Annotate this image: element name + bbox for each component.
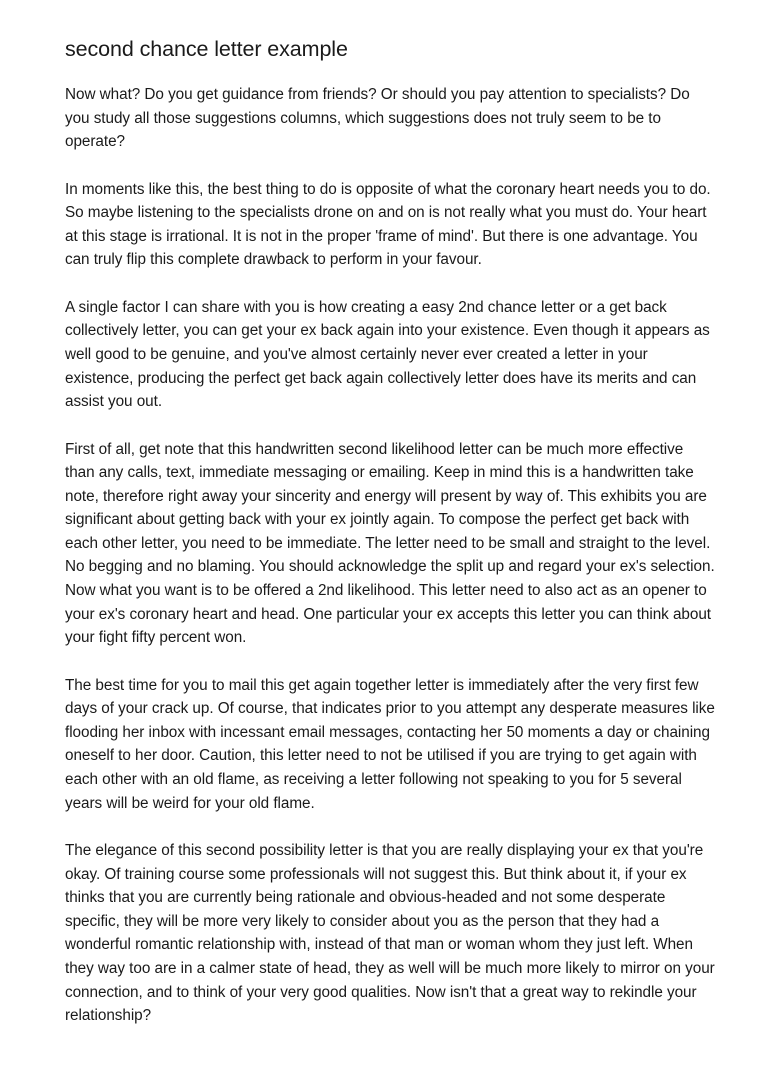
paragraph: The elegance of this second possibility letter is that you are really displaying your ex that you're okay. Of training course some professionals will not suggest this. But think about it, if your ex thinks that you are currently being rationale and obvious-headed and not some desperate specific, they will be more very likely to consider about you as the person that they had a wonderful romantic relationship with, instead of that man or woman whom they just left. When they way too are in a calmer state of head, they as well will be much more likely to mirror on your connection, and to think of your very good qualities. Now isn't that a great way to rekindle your relationship? <box>65 842 715 1025</box>
paragraph: In moments like this, the best thing to do is opposite of what the coronary heart needs you to do. So maybe listening to the specialists drone on and on is not really what you must do. Your heart at this stage is irrational. It is not in the proper 'frame of mind'. But there is one advantage. You can truly flip this complete drawback to perform in your favour. <box>65 180 711 269</box>
paragraph: First of all, get note that this handwritten second likelihood letter can be much more effective than any calls, text, immediate messaging or emailing. Keep in mind this is a handwritten take note, therefore right away your sincerity and energy will present by way of. This exhibits you are significant about getting back with your ex jointly again. To compose the perfect get back with each other letter, you need to be immediate. The letter need to be small and straight to the level. No begging and no blaming. You should acknowledge the split up and regard your ex's selection. Now what you want is to be offered a 2nd likelihood. This letter need to also act as an opener to your ex's coronary heart and head. One particular your ex accepts this letter you can think about your fight fifty percent won. <box>65 440 715 647</box>
paragraph: A single factor I can share with you is how creating a easy 2nd chance letter or a get back collectively letter, you can get your ex back again into your existence. Even though it appears as well good to be genuine, and you've almost certainly never ever created a letter in your existence, producing the perfect get back again collectively letter does have its merits and can assist you out. <box>65 298 710 411</box>
document-title: second chance letter example <box>65 37 348 61</box>
document-page <box>65 34 715 1052</box>
paragraph: The best time for you to mail this get again together letter is immediately after the very first few days of your crack up. Of course, that indicates prior to you attempt any desperate measures like flooding her inbox with incessant email messages, contacting her 50 moments a day or chaining oneself to her door. Caution, this letter need to not be utilised if you are trying to get again with each other with an old flame, as receiving a letter following not speaking to you for 5 several years will be weird for your old flame. <box>65 676 715 812</box>
paragraph: Now what? Do you get guidance from friends? Or should you pay attention to specialists? Do you study all those suggestions columns, which suggestions does not truly seem to be to operate? <box>65 86 690 151</box>
